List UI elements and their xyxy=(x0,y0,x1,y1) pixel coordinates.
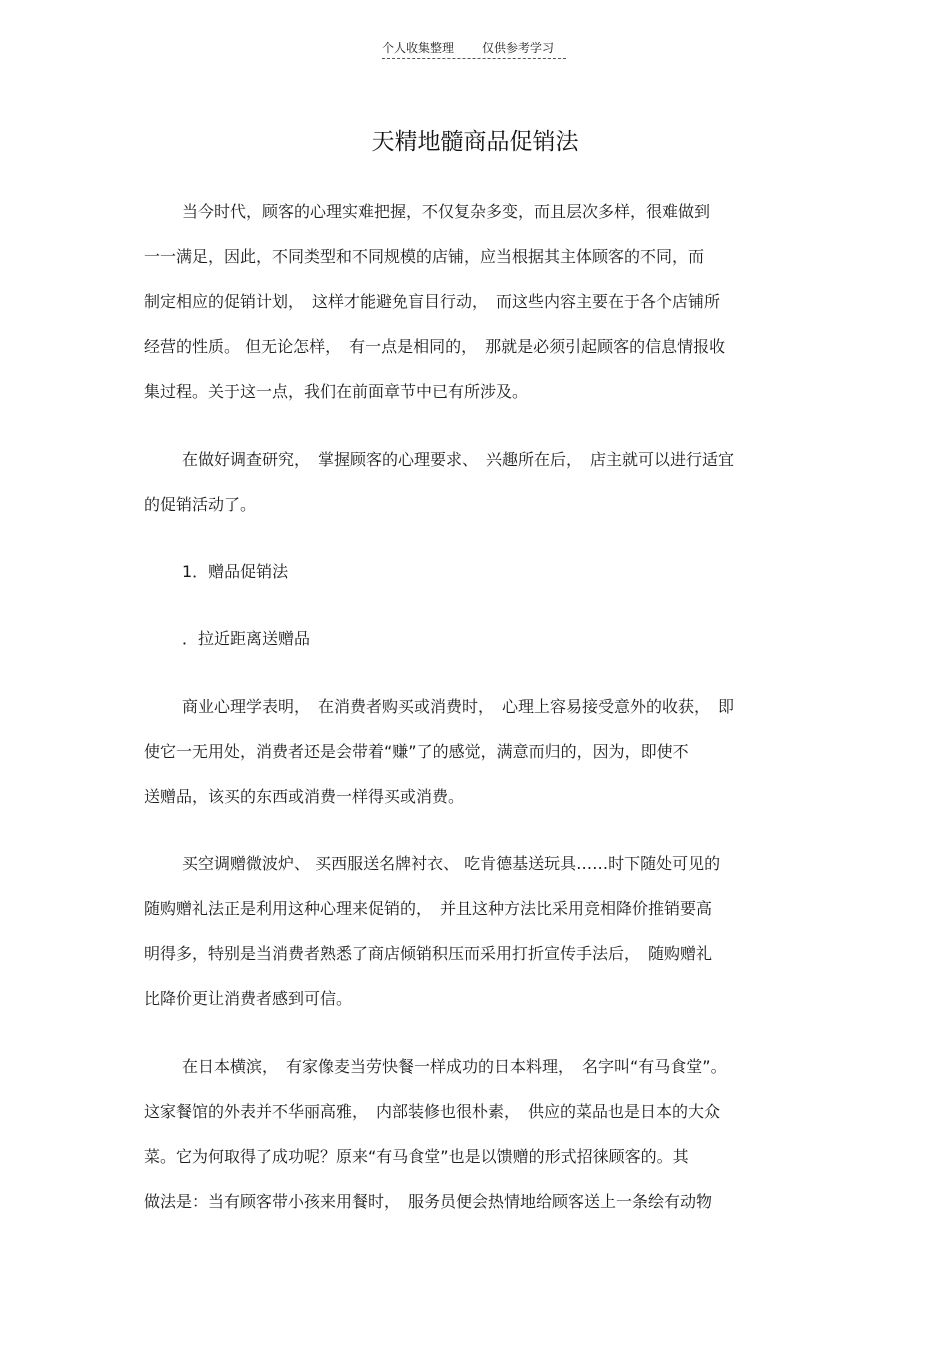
subsection-heading: ．拉近距离送赠品 xyxy=(182,629,311,648)
paragraph-4-line-1: 买空调赠微波炉、 买西服送名牌衬衣、 吃肯德基送玩具……时下随处可见的 xyxy=(182,854,721,873)
paragraph-1-line-4: 经营的性质。 但无论怎样， 有一点是相同的， 那就是必须引起顾客的信息情报收 xyxy=(144,337,726,356)
document-title: 天精地髓商品促销法 xyxy=(371,129,579,155)
page-header xyxy=(382,38,566,59)
paragraph-3-line-1: 商业心理学表明， 在消费者购买或消费时， 心理上容易接受意外的收获， 即 xyxy=(182,697,735,716)
paragraph-5-line-4: 做法是：当有顾客带小孩来用餐时， 服务员便会热情地给顾客送上一条绘有动物 xyxy=(144,1192,713,1211)
header-right-text: 仅供参考学习 xyxy=(482,41,555,55)
paragraph-1-line-3: 制定相应的促销计划， 这样才能避免盲目行动， 而这些内容主要在于各个店铺所 xyxy=(144,292,721,311)
paragraph-1-line-5: 集过程。关于这一点，我们在前面章节中已有所涉及。 xyxy=(144,382,529,401)
paragraph-2-line-2: 的促销活动了。 xyxy=(144,495,257,514)
paragraph-1-line-1: 当今时代，顾客的心理实难把握，不仅复杂多变，而且层次多样，很难做到 xyxy=(182,202,711,221)
paragraph-1-line-2: 一一满足，因此，不同类型和不同规模的店铺，应当根据其主体顾客的不同，而 xyxy=(144,247,705,266)
paragraph-5-line-1: 在日本横滨， 有家像麦当劳快餐一样成功的日本料理， 名字叫“有马食堂”。 xyxy=(182,1057,727,1076)
paragraph-2-line-1: 在做好调查研究， 掌握顾客的心理要求、 兴趣所在后， 店主就可以进行适宜 xyxy=(182,450,735,469)
paragraph-4-line-2: 随购赠礼法正是利用这种心理来促销的， 并且这种方法比采用竞相降价推销要高 xyxy=(144,899,713,918)
paragraph-5-line-3: 菜。它为何取得了成功呢？原来“有马食堂”也是以馈赠的形式招徕顾客的。其 xyxy=(144,1147,689,1166)
section-heading: 1．赠品促销法 xyxy=(182,562,289,581)
paragraph-4-line-4: 比降价更让消费者感到可信。 xyxy=(144,989,353,1008)
paragraph-3-line-2: 使它一无用处，消费者还是会带着“赚”了的感觉，满意而归的，因为，即使不 xyxy=(144,742,689,761)
paragraph-3-line-3: 送赠品，该买的东西或消费一样得买或消费。 xyxy=(144,787,465,806)
paragraph-5-line-2: 这家餐馆的外表并不华丽高雅， 内部装修也很朴素， 供应的菜品也是日本的大众 xyxy=(144,1102,721,1121)
paragraph-4-line-3: 明得多，特别是当消费者熟悉了商店倾销积压而采用打折宣传手法后， 随购赠礼 xyxy=(144,944,713,963)
header-left-text: 个人收集整理 xyxy=(382,41,455,55)
